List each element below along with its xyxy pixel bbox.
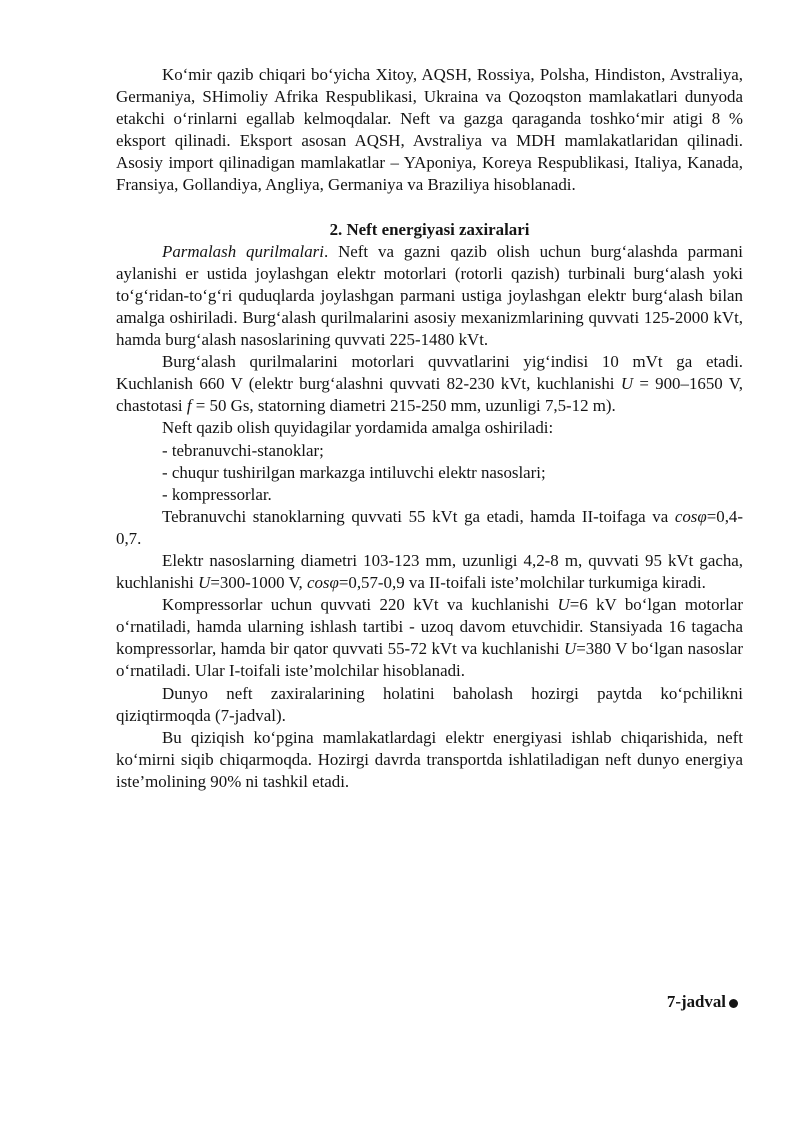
text-segment: Tebranuvchi stanoklarning quvvati 55 kVt ga etadi, hamda II-toifaga va [162,506,675,526]
table-reference-label: 7-jadval [666,992,726,1011]
paragraph-drilling-rigs [116,241,743,351]
paragraph-extraction-intro: Neft qazib olish quyidagilar yordamida amalga oshiriladi: [162,418,554,438]
text-segment: Elektr nasoslarning diametri 103-123 mm, uzunligi 4,2-8 m, quvvati 95 kVt gacha, kuchlanishi [116,550,743,593]
symbol-f: f [186,396,192,416]
text-segment: =0,57-0,9 va II-toifali iste’molchilar turkumiga kiradi. [338,573,706,593]
list-item: - kompressorlar. [162,484,272,504]
text-segment: Burg‘alash qurilmalarini motorlari quvvatlarini yig‘indisi 10 mVt ga etadi. Kuchlanish 660 V (elektr burg‘alashni quvvati 82-230 kVt, kuchlanishi [116,352,743,394]
paragraph-consumption: Bu qiziqish ko‘pgina mamlakatlardagi elektr energiyasi ishlab chiqarishida, neft ko‘mirni siqib chiqarmoqda. Hozirgi davrda transportda ishlatiladigan neft dunyo energiya iste’molining 90% ni tashkil etadi. [116,727,743,791]
bullet-dot-icon [729,999,738,1008]
intro-paragraph: Ko‘mir qazib chiqari bo‘yicha Xitoy, AQSH, Rossiya, Polsha, Hindiston, Avstraliya, Germaniya, SHimoliy Afrika Respublikasi, Ukraina va Qozoqston mamlakatlari dunyoda etakchi o‘rinlarni egallab kelmoqdalar. Neft va gazga qaraganda toshko‘mir atigi 8 % eksport qilinadi. Eksport asosan AQSH, Avstraliya va MDH mamlakatlaridan qilinadi. Asosiy import qilinadigan mamlakatlar – YAponiya, Koreya Respublikasi, Italiya, Kanada, Fransiya, Gollandiya, Angliya, Germaniya va Braziliya hisoblanadi. [116,65,743,195]
text-segment: Kompressorlar uchun quvvati 220 kVt va kuchlanishi [162,595,558,615]
paragraph-drilling-rigs-text: . Neft va gazni qazib olish uchun burg‘alashda parmani aylanishi er ustida joylashgan elektr motorlari (rotorli qazish) turbinali burg‘alash yoki to‘g‘ridan-to‘g‘ri quduqlarda joylashgan parmani ustiga joylashgan elektr burg‘alash bilan amalga oshiriladi. Burg‘alash qurilmalarini asosiy mexanizmlarining quvvati 125-2000 kVt, hamda burg‘alash nasoslarining quvvati 225-1480 kVt. [116,241,743,350]
text-segment: =380 V bo‘lgan nasoslar o‘rnatiladi. Ular I-toifali iste’molchilar hisoblanadi. [116,639,744,681]
text-segment: =0,4-0,7. [116,506,743,548]
symbol-cos-phi: cosφ [306,573,339,593]
paragraph-motor-power [116,351,743,417]
paragraph-reserves: Dunyo neft zaxiralarining holatini baholash hozirgi paytda ko‘pchilikni qiziqtirmoqda (7-jadval). [116,683,743,725]
symbol-cos-phi: cosφ [674,506,707,526]
paragraph-pumping-units [116,506,743,550]
symbol-u: U [557,595,570,615]
text-segment: = 50 Gs, statorning diametri 215-250 mm, uzunligi 7,5-12 m). [191,396,616,416]
extraction-methods-list [116,440,743,506]
list-item: - tebranuvchi-stanoklar; [162,440,324,460]
paragraph-electric-pumps [116,550,743,594]
text-segment: =300-1000 V, [210,573,307,593]
symbol-u: U [620,374,634,394]
section-title: 2. Neft energiyasi zaxiralari [329,219,530,239]
table-reference [667,991,738,1013]
symbol-u: U [198,573,211,593]
term-drilling-rigs: Parmalash qurilmalari [162,241,324,261]
text-segment: = 900–1650 V, chastotasi [116,374,743,416]
text-segment: =6 kV bo‘lgan motorlar o‘rnatiladi, hamda ularning ishlash tartibi - uzoq davom etuvchidir. Stansiyada 16 tagacha kompressorlar, hamda bir qator quvvati 55-72 kVt va kuchlanishi [116,595,743,659]
list-item: - chuqur tushirilgan markazga intiluvchi elektr nasoslari; [162,462,546,482]
symbol-u: U [564,639,577,659]
paragraph-compressors [116,594,743,682]
